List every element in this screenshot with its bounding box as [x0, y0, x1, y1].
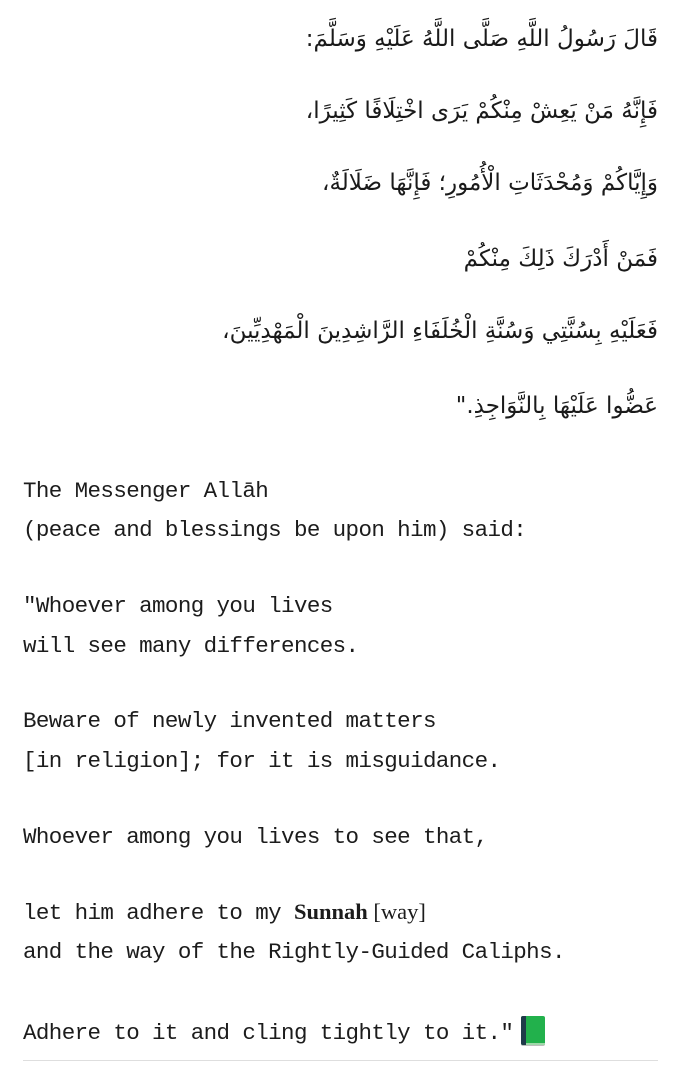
paragraph-5-line-1 [23, 1016, 545, 1045]
sunnah-bold-word: Sunnah [293, 899, 368, 924]
paragraph-4-line-2: and the way of the Rightly-Guided Caliphs. [23, 939, 565, 965]
paragraph-1-line-2: will see many differences. [23, 633, 359, 659]
sunnah-prefix: let him adhere to my [23, 900, 294, 926]
arabic-line-6: عَضُّوا عَلَيْهَا بِالنَّوَاجِذِ." [455, 393, 658, 419]
intro-line-2: (peace and blessings be upon him) said: [23, 517, 527, 543]
arabic-line-1: قَالَ رَسُولُ اللَّهِ صَلَّى اللَّهُ عَلَيْهِ وَسَلَّمَ: [305, 26, 658, 52]
paragraph-3-line-1: Whoever among you lives to see that, [23, 824, 488, 850]
paragraph-4-line-1 [23, 901, 426, 925]
paragraph-2-line-1: Beware of newly invented matters [23, 708, 436, 734]
arabic-line-4: فَمَنْ أَدْرَكَ ذَلِكَ مِنْكُمْ [463, 246, 658, 272]
arabic-line-2: فَإِنَّهُ مَنْ يَعِشْ مِنْكُمْ يَرَى اخْتِلَافًا كَثِيرًا، [305, 98, 658, 124]
green-book-icon [521, 1016, 545, 1045]
arabic-line-5: فَعَلَيْهِ بِسُنَّتِي وَسُنَّةِ الْخُلَفَاءِ الرَّاشِدِينَ الْمَهْدِيِّينَ، [222, 318, 658, 344]
closing-text: Adhere to it and cling tightly to it." [23, 1020, 514, 1046]
sunnah-suffix: [way] [367, 899, 426, 924]
paragraph-1-line-1: "Whoever among you lives [23, 593, 333, 619]
paragraph-2-line-2: [in religion]; for it is misguidance. [23, 748, 501, 774]
bottom-divider [23, 1060, 658, 1061]
arabic-line-3: وَإِيَّاكُمْ وَمُحْدَثَاتِ الْأُمُورِ؛ فَإِنَّهَا ضَلَالَةٌ، [322, 170, 658, 196]
intro-line-1: The Messenger Allāh [23, 478, 269, 504]
